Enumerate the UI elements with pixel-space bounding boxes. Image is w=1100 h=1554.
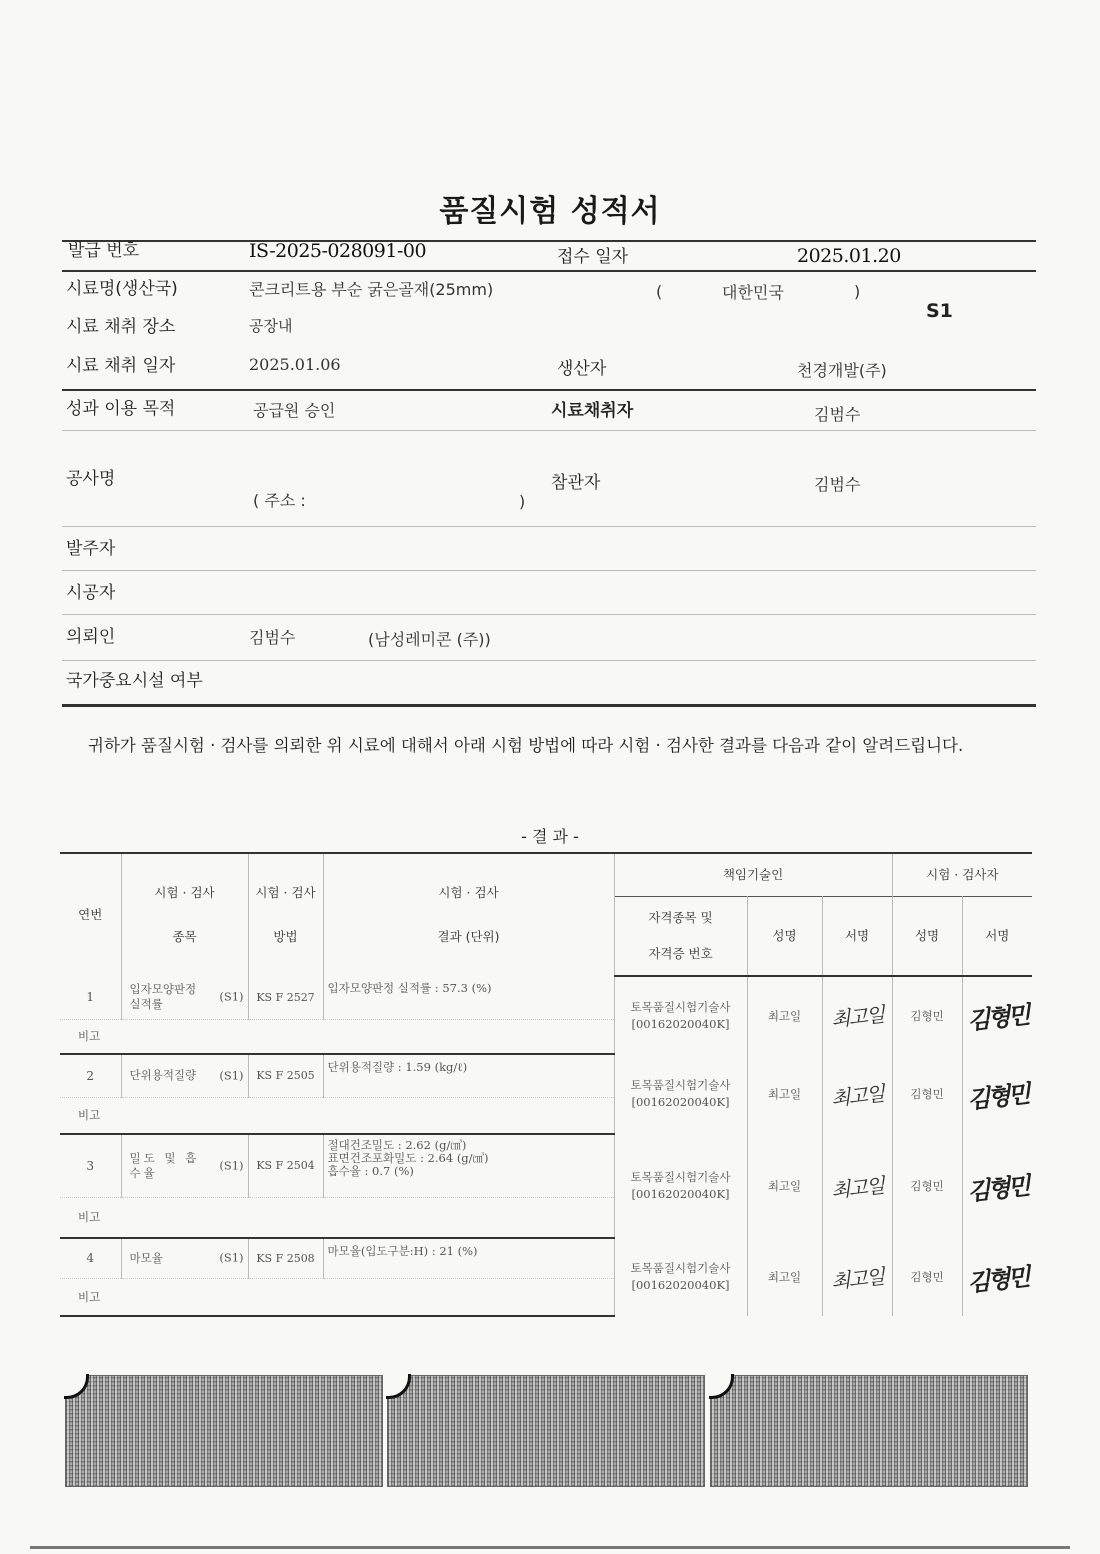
engineer-name: 최고일	[747, 1238, 822, 1316]
qualification: 토목품질시험기술사 [00162020040K]	[614, 976, 747, 1054]
issue-no-value: IS-2025-028091-00	[249, 240, 427, 262]
sampling-date-value: 2025.01.06	[249, 355, 341, 374]
origin-close-paren: )	[854, 282, 861, 301]
requester-label: 의뢰인	[66, 627, 116, 647]
project-address: ( 주소 :	[253, 491, 306, 510]
observer-label: 참관자	[551, 473, 601, 493]
row-no: 4	[60, 1238, 121, 1278]
producer-label: 생산자	[557, 359, 607, 379]
divider	[62, 270, 1036, 272]
note-label: 비고	[60, 1278, 614, 1316]
col-header-engineer-name: 성명	[747, 897, 822, 977]
security-pattern-icon	[386, 1374, 411, 1399]
note-label: 비고	[60, 1019, 614, 1054]
tester-name: 김형민	[892, 1238, 962, 1316]
qualification: 토목품질시험기술사 [00162020040K]	[614, 1238, 747, 1316]
test-result: 단위용적질량 : 1.59 (kg/ℓ)	[323, 1054, 614, 1097]
note-label: 비고	[60, 1097, 614, 1134]
col-group-tester: 시험 · 검사자	[892, 853, 1032, 897]
col-header-tester-sign: 서명	[962, 897, 1032, 977]
row-no: 1	[60, 976, 121, 1019]
received-date-value: 2025.01.20	[797, 245, 901, 267]
divider	[62, 570, 1036, 571]
security-code-3	[710, 1375, 1028, 1487]
received-date-label: 접수 일자	[557, 247, 629, 267]
col-header-no: 연번	[60, 853, 121, 976]
tester-signature: 김형민	[962, 1238, 1032, 1316]
sample-code: S1	[926, 300, 953, 322]
col-header-tester-name: 성명	[892, 897, 962, 977]
producer-value: 천경개발(주)	[797, 361, 887, 380]
client-label: 발주자	[66, 539, 116, 559]
table-row	[60, 1134, 1032, 1197]
divider	[62, 240, 1036, 242]
col-group-engineer: 책임기술인	[614, 853, 892, 897]
divider	[62, 526, 1036, 527]
sample-name-label: 시료명(생산국)	[66, 279, 178, 299]
engineer-name: 최고일	[747, 1054, 822, 1134]
row-no: 2	[60, 1054, 121, 1097]
table-row	[60, 976, 1032, 1019]
test-method: KS F 2505	[248, 1054, 323, 1097]
row-no: 3	[60, 1134, 121, 1197]
tester-name: 김형민	[892, 1134, 962, 1238]
intro-paragraph: 귀하가 품질시험 · 검사를 의뢰한 위 시료에 대해서 아래 시험 방법에 따라 시험 · 검사한 결과를 다음과 같이 알려드립니다.	[88, 736, 964, 755]
sampling-place-value: 공장내	[249, 317, 293, 335]
test-item: 단위용적질량 (S1)	[121, 1054, 248, 1097]
tester-signature: 김형민	[962, 976, 1032, 1054]
origin-value: 대한민국	[722, 283, 784, 302]
engineer-name: 최고일	[747, 1134, 822, 1238]
issue-no-label: 발급 번호	[68, 241, 140, 261]
sampling-place-label: 시료 채취 장소	[66, 317, 176, 337]
col-header-item: 시험 · 검사 종목	[121, 853, 248, 976]
purpose-label: 성과 이용 목적	[66, 399, 176, 419]
sample-name-value: 콘크리트용 부순 굵은골재(25mm)	[249, 280, 494, 299]
project-label: 공사명	[66, 469, 116, 489]
divider	[62, 660, 1036, 661]
national-facility-label: 국가중요시설 여부	[66, 671, 203, 691]
qualification: 토목품질시험기술사 [00162020040K]	[614, 1054, 747, 1134]
tester-signature: 김형민	[962, 1134, 1032, 1238]
engineer-signature: 최고일	[822, 1238, 892, 1316]
test-method: KS F 2504	[248, 1134, 323, 1197]
divider	[62, 389, 1036, 391]
test-item: 입자모양판정 실적률 (S1)	[121, 976, 248, 1019]
origin-open-paren: (	[656, 282, 663, 301]
engineer-signature: 최고일	[822, 1134, 892, 1238]
requester-value: 김범수	[249, 628, 296, 647]
col-header-result: 시험 · 검사 결과 (단위)	[323, 853, 614, 976]
requester-company: (남성레미콘 (주))	[368, 630, 491, 649]
test-item: 마모율 (S1)	[121, 1238, 248, 1278]
security-pattern-icon	[709, 1374, 734, 1399]
engineer-signature: 최고일	[822, 1054, 892, 1134]
observer-value: 김범수	[814, 475, 861, 494]
col-header-method: 시험 · 검사 방법	[248, 853, 323, 976]
col-header-engineer-sign: 서명	[822, 897, 892, 977]
tester-name: 김형민	[892, 1054, 962, 1134]
security-code-2	[387, 1375, 705, 1487]
tester-signature: 김형민	[962, 1054, 1032, 1134]
note-label: 비고	[60, 1197, 614, 1238]
sampler-label: 시료채취자	[551, 401, 634, 421]
purpose-value: 공급원 승인	[253, 401, 336, 420]
test-result: 마모율(입도구분:H) : 21 (%)	[323, 1238, 614, 1278]
test-result: 절대건조밀도 : 2.62 (g/㎤) 표면건조포화밀도 : 2.64 (g/㎤) 흡수율 : 0.7 (%)	[323, 1134, 614, 1197]
footer-divider	[30, 1546, 1070, 1549]
table-row	[60, 1238, 1032, 1278]
qualification: 토목품질시험기술사 [00162020040K]	[614, 1134, 747, 1238]
page-title: 품질시험 성적서	[439, 194, 661, 229]
test-method: KS F 2527	[248, 976, 323, 1019]
engineer-signature: 최고일	[822, 976, 892, 1054]
col-header-qualification: 자격종목 및 자격증 번호	[614, 897, 747, 977]
security-code-1	[65, 1375, 383, 1487]
security-pattern-icon	[64, 1374, 89, 1399]
divider	[62, 614, 1036, 615]
test-result: 입자모양판정 실적률 : 57.3 (%)	[323, 976, 614, 1019]
engineer-name: 최고일	[747, 976, 822, 1054]
project-address-close: )	[519, 492, 526, 511]
sampler-value: 김범수	[814, 405, 861, 424]
sampling-date-label: 시료 채취 일자	[66, 356, 176, 376]
test-item: 밀도 및 흡수율 (S1)	[121, 1134, 248, 1197]
divider	[62, 704, 1036, 707]
tester-name: 김형민	[892, 976, 962, 1054]
results-heading: - 결 과 -	[521, 827, 579, 846]
contractor-label: 시공자	[66, 583, 116, 603]
divider	[62, 430, 1036, 431]
test-method: KS F 2508	[248, 1238, 323, 1278]
results-table	[60, 852, 1032, 1317]
table-row	[60, 1054, 1032, 1097]
